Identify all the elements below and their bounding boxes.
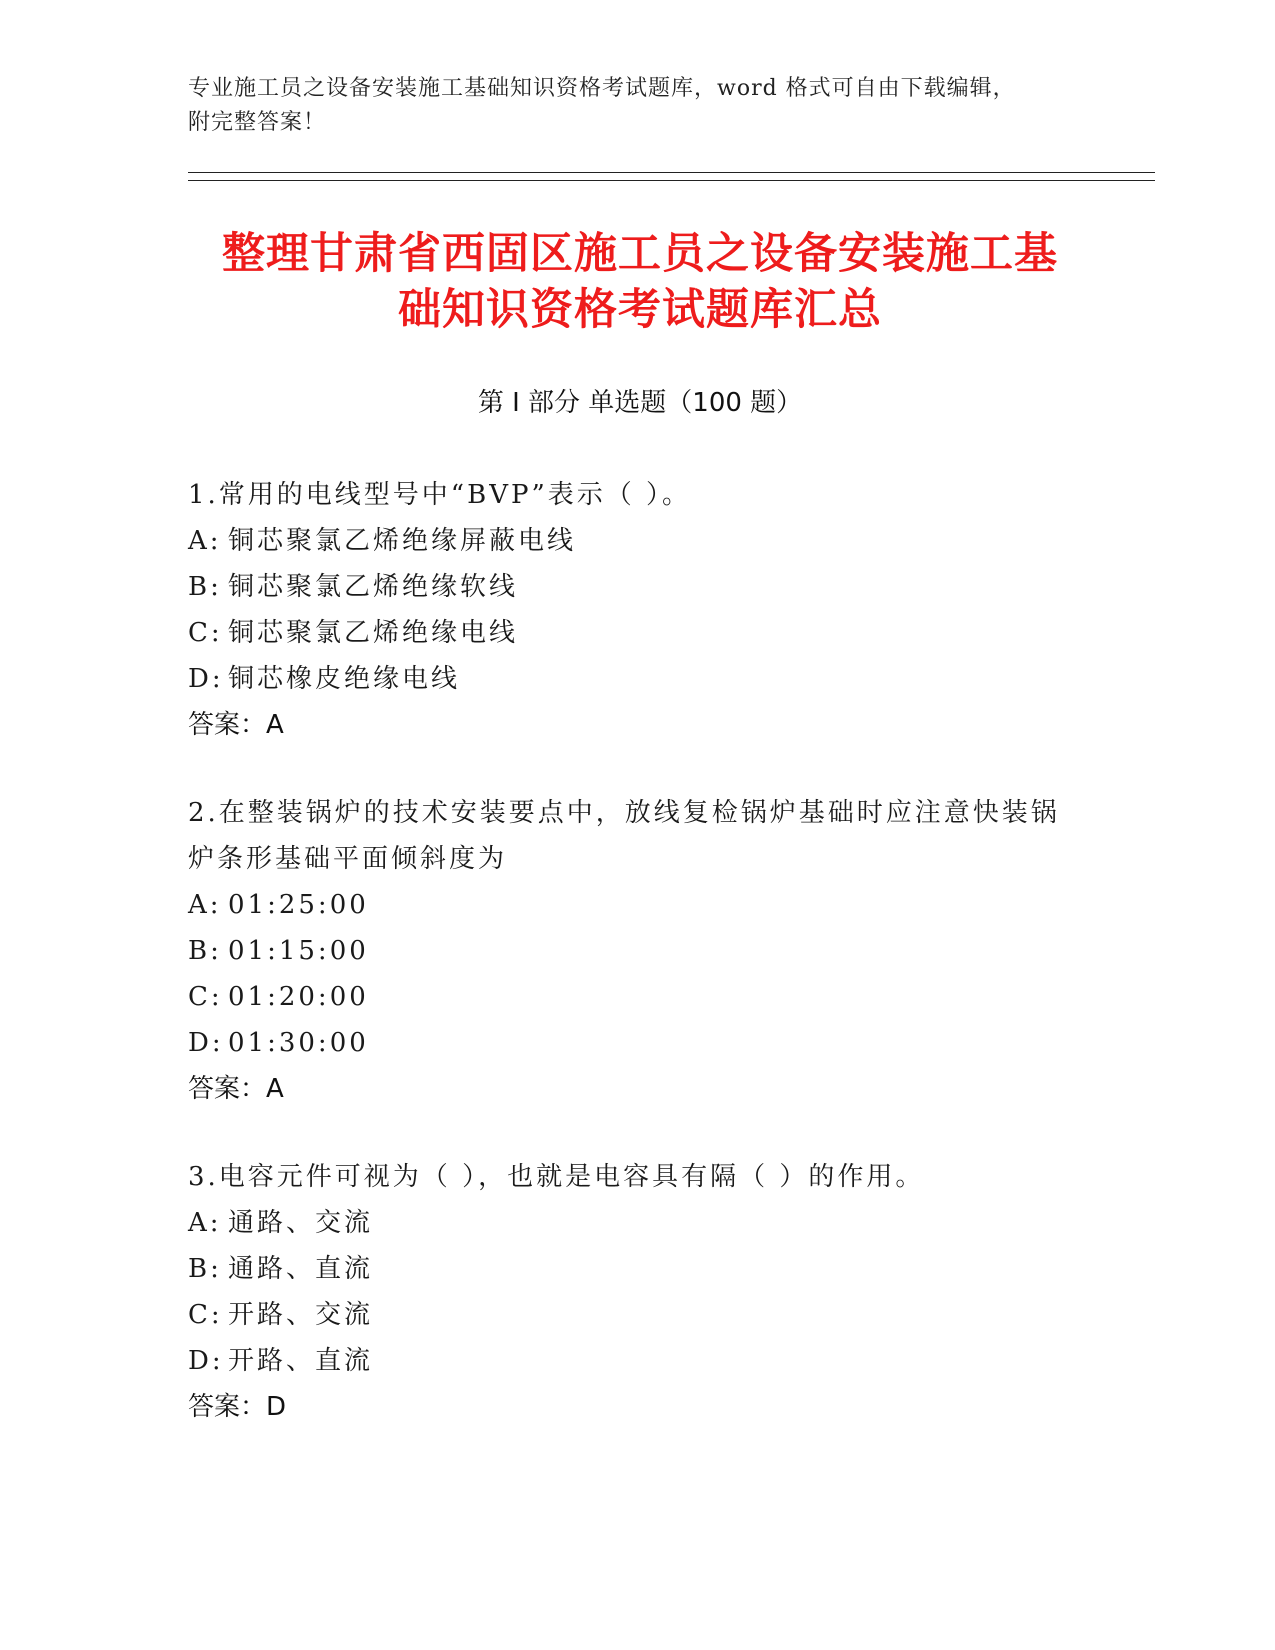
option-d <box>188 1020 1068 1066</box>
header-rule-bottom <box>188 180 1155 181</box>
option-c <box>188 974 1068 1020</box>
option-a <box>188 518 1068 564</box>
header-note-line1: 专业施工员之设备安装施工基础知识资格考试题库，word 格式可自由下载编辑， <box>188 76 1016 101</box>
option-text: 开路、交流 <box>228 1300 374 1330</box>
option-key: C: <box>188 982 223 1012</box>
option-key: A: <box>188 526 222 556</box>
document-title-line1: 整理甘肃省西固区施工员之设备安装施工基 <box>222 229 1058 279</box>
option-text: 01:20:00 <box>228 982 369 1012</box>
question-2 <box>188 790 1068 1112</box>
option-text: 01:30:00 <box>228 1028 369 1058</box>
option-c <box>188 1292 1068 1338</box>
option-key: C: <box>188 618 223 648</box>
question-1 <box>188 472 1068 748</box>
option-text: 铜芯聚氯乙烯绝缘屏蔽电线 <box>228 526 577 556</box>
document-title-line2: 础知识资格考试题库汇总 <box>398 285 882 335</box>
option-d <box>188 656 1068 702</box>
option-key: D: <box>188 664 224 694</box>
option-text: 01:15:00 <box>228 936 369 966</box>
option-key: B: <box>188 1254 222 1284</box>
option-text: 铜芯聚氯乙烯绝缘软线 <box>228 572 519 602</box>
option-key: A: <box>188 1208 222 1238</box>
option-text: 铜芯聚氯乙烯绝缘电线 <box>228 618 519 648</box>
section-title: 第 I 部分 单选题（100 题） <box>477 388 803 418</box>
option-key: D: <box>188 1346 224 1376</box>
document-title <box>160 226 1120 338</box>
answer: 答案：A <box>188 1074 284 1104</box>
option-text: 通路、交流 <box>228 1208 374 1238</box>
option-text: 通路、直流 <box>228 1254 374 1284</box>
option-d <box>188 1338 1068 1384</box>
option-b <box>188 1246 1068 1292</box>
question-text: 3.电容元件可视为（ ），也就是电容具有隔（ ）的作用。 <box>188 1162 925 1192</box>
option-a <box>188 882 1068 928</box>
answer: 答案：D <box>188 1392 287 1422</box>
option-key: A: <box>188 890 222 920</box>
option-c <box>188 610 1068 656</box>
header-note-line2: 附完整答案！ <box>188 110 327 135</box>
option-text: 开路、直流 <box>228 1346 374 1376</box>
option-a <box>188 1200 1068 1246</box>
option-b <box>188 564 1068 610</box>
option-key: D: <box>188 1028 224 1058</box>
option-key: B: <box>188 936 222 966</box>
option-b <box>188 928 1068 974</box>
option-text: 01:25:00 <box>228 890 369 920</box>
question-text: 1.常用的电线型号中“BVP”表示（ ）。 <box>188 480 692 510</box>
option-key: B: <box>188 572 222 602</box>
question-text: 2.在整装锅炉的技术安装要点中，放线复检锅炉基础时应注意快装锅炉条形基础平面倾斜度为 <box>188 798 1060 874</box>
question-3 <box>188 1154 1068 1430</box>
option-text: 铜芯橡皮绝缘电线 <box>228 664 461 694</box>
header-note <box>188 72 1068 140</box>
option-key: C: <box>188 1300 223 1330</box>
answer: 答案：A <box>188 710 284 740</box>
header-rule-top <box>188 172 1155 173</box>
